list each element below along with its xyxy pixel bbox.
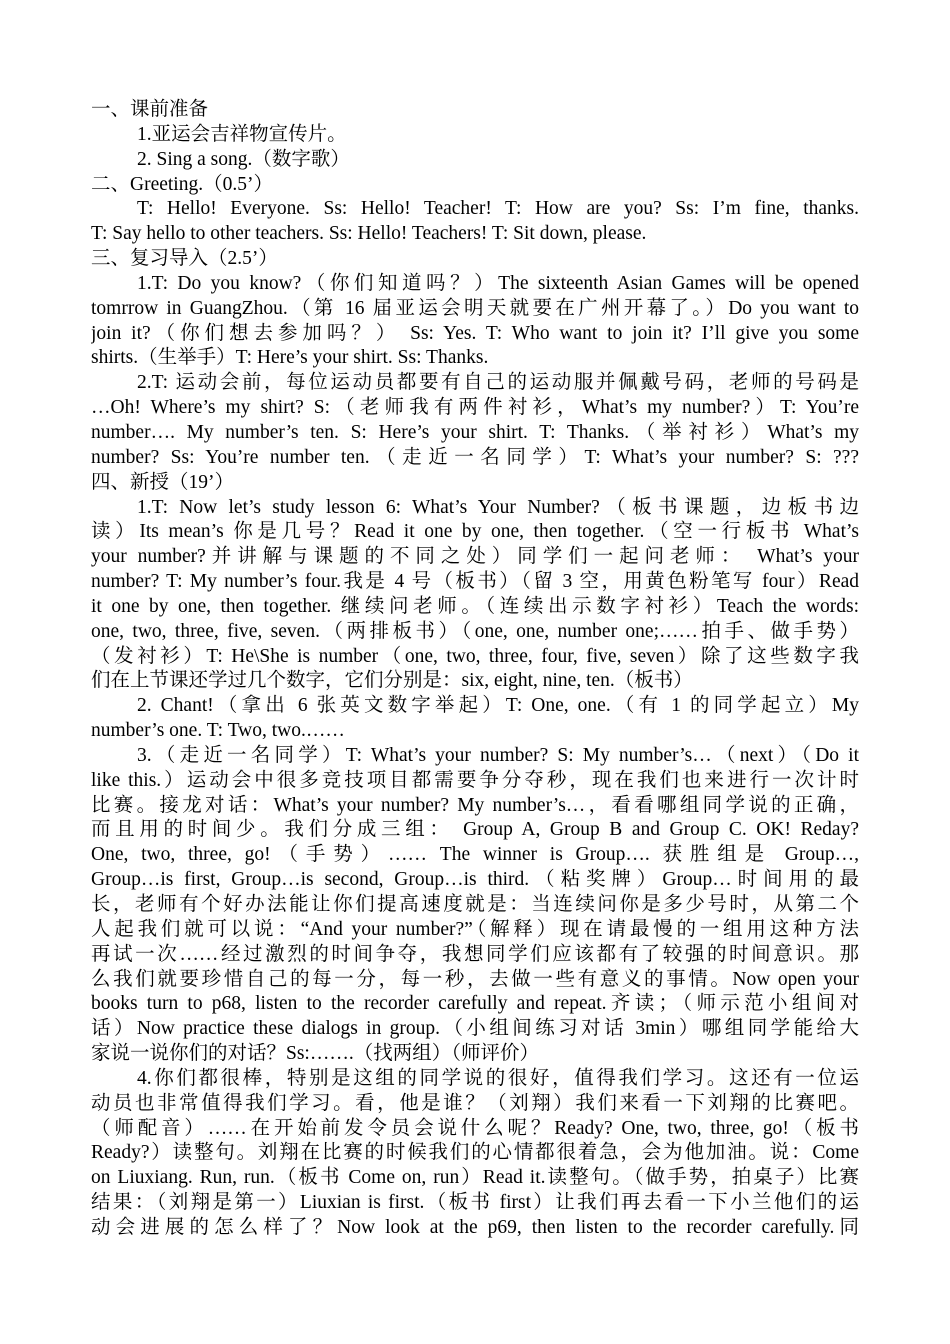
text-line: （发衬衫）T: He\She is number（one, two, three, four, five, seven）除了这些数字我 xyxy=(91,645,859,667)
text-line: 三、复习导入（2.5’） xyxy=(91,248,278,270)
text-line: on Liuxiang. Run, run.（板书 Come on, run）Read it.读整句。（做手势，拍桌子）比赛 xyxy=(91,1167,859,1189)
text-line: number? T: My number’s four.我是 4 号（板书）（留 3 空，用黄色粉笔写 four）Read xyxy=(91,571,859,593)
text-line: like this.）运动会中很多竞技项目都需要争分夺秒，现在我们也来进行一次计时 xyxy=(91,769,859,791)
text-line: number…. My number’s ten. S: Here’s your shirt. T: Thanks.（举衬衫）What’s my xyxy=(91,421,859,443)
text-line: 1.亚运会吉祥物宣传片。 xyxy=(137,123,347,145)
text-line: one, two, three, five, seven.（两排板书）（one, one, number one;……拍手、做手势） xyxy=(91,620,859,642)
text-line: number? Ss: You’re number ten.（走近一名同学）T: What’s your number? S: ??? xyxy=(91,446,859,468)
text-line: 长，老师有个好办法能让你们提高速度就是：当连续问你是多少号时，从第二个 xyxy=(91,894,859,915)
text-line: books turn to p68, listen to the recorder carefully and repeat.齐读；（师示范小组间对 xyxy=(91,993,859,1015)
text-line: 2. Sing a song.（数字歌） xyxy=(137,148,350,170)
text-line: 比赛。接龙对话：What’s your number? My number’s…，看看哪组同学说的正确， xyxy=(91,794,859,816)
text-line: shirts.（生举手）T: Here’s your shirt. Ss: Thanks. xyxy=(91,347,489,369)
text-line: 2. Chant!（拿出 6 张英文数字举起）T: One, one.（有 1 的同学起立）My xyxy=(137,695,859,717)
text-line: tomrrow in GuangZhou.（第 16 届亚运会明天就要在广州开幕了。）Do you want to xyxy=(91,297,859,319)
text-line: 二、Greeting.（0.5’） xyxy=(91,173,273,195)
text-line: T: Hello! Everyone. Ss: Hello! Teacher! T: How are you? Ss: I’m fine, thanks. xyxy=(137,198,859,220)
text-line: 四、新授（19’） xyxy=(91,471,234,493)
text-line: it one by one, then together. 继续问老师。（连续出示数字衬衫）Teach the words: xyxy=(91,595,859,617)
text-line: 么我们就要珍惜自己的每一分，每一秒，去做一些有意义的事情。Now open your xyxy=(91,968,859,990)
text-line: 动员也非常值得我们学习。看，他是谁？（刘翔）我们来看一下刘翔的比赛吧。 xyxy=(91,1092,859,1114)
text-line: （师配音）……在开始前发令员会说什么呢？Ready? One, two, three, go!（板书 xyxy=(91,1117,859,1139)
text-line: 动会进展的怎么样了？Now look at the p69, then listen to the recorder carefully.同 xyxy=(91,1216,859,1238)
text-line: 读）Its mean’s 你是几号？Read it one by one, then together.（空一行板书 What’s xyxy=(91,521,859,543)
text-line: One, two, three, go!（手势）…… The winner is Group…. 获胜组是 Group…, xyxy=(91,844,859,866)
text-line: Ready?）读整句。刘翔在比赛的时候我们的心情都很着急，会为他加油。说：Come xyxy=(91,1142,859,1164)
text-line: 2.T: 运动会前，每位运动员都要有自己的运动服并佩戴号码，老师的号码是 xyxy=(137,372,859,394)
text-line: 家说一说你们的对话？Ss:…….（找两组）（师评价） xyxy=(91,1043,539,1065)
text-line: 再试一次……经过激烈的时间争夺，我想同学们应该都有了较强的时间意识。那 xyxy=(91,943,859,965)
text-line: 人起我们就可以说：“And your number?”（解释）现在请最慢的一组用这种方法 xyxy=(91,918,859,940)
text-line: 4.你们都很棒，特别是这组的同学说的很好，值得我们学习。这还有一位运 xyxy=(137,1067,859,1089)
text-line: 1.T: Now let’s study lesson 6: What’s Your Number?（板书课题，边板书边 xyxy=(137,496,859,518)
text-line: 1.T: Do you know?（你们知道吗？）The sixteenth Asian Games will be opened xyxy=(137,272,859,294)
text-line: 们在上节课还学过几个数字，它们分别是：six, eight, nine, ten.（板书） xyxy=(91,670,693,692)
text-line: 结果：（刘翔是第一）Liuxian is first.（板书 first）让我们再去看一下小兰他们的运 xyxy=(91,1192,859,1214)
text-line: 3.（走近一名同学）T: What’s your number? S: My number’s…（next）（Do it xyxy=(137,744,859,766)
text-line: 话）Now practice these dialogs in group.（小组间练习对话 3min）哪组同学能给大 xyxy=(91,1018,859,1040)
text-line: number’s one. T: Two, two.…… xyxy=(91,720,345,742)
text-line: 而且用的时间少。我们分成三组： Group A, Group B and Group C. OK! Reday? xyxy=(91,819,859,841)
text-line: …Oh! Where’s my shirt? S:（老师我有两件衬衫，What’s my number?）T: You’re xyxy=(91,397,859,419)
text-line: join it?（你们想去参加吗？） Ss: Yes. T: Who want to join it? I’ll give you some xyxy=(91,322,859,344)
text-line: 一、课前准备 xyxy=(91,99,209,120)
text-line: Group…is first, Group…is second, Group…is third.（粘奖牌）Group…时间用的最 xyxy=(91,869,859,891)
lesson-plan-document xyxy=(91,98,859,1241)
text-line: T: Say hello to other teachers. Ss: Hello! Teachers! T: Sit down, please. xyxy=(91,223,647,245)
text-line: your number?并讲解与课题的不同之处）同学们一起问老师： What’s your xyxy=(91,546,859,568)
